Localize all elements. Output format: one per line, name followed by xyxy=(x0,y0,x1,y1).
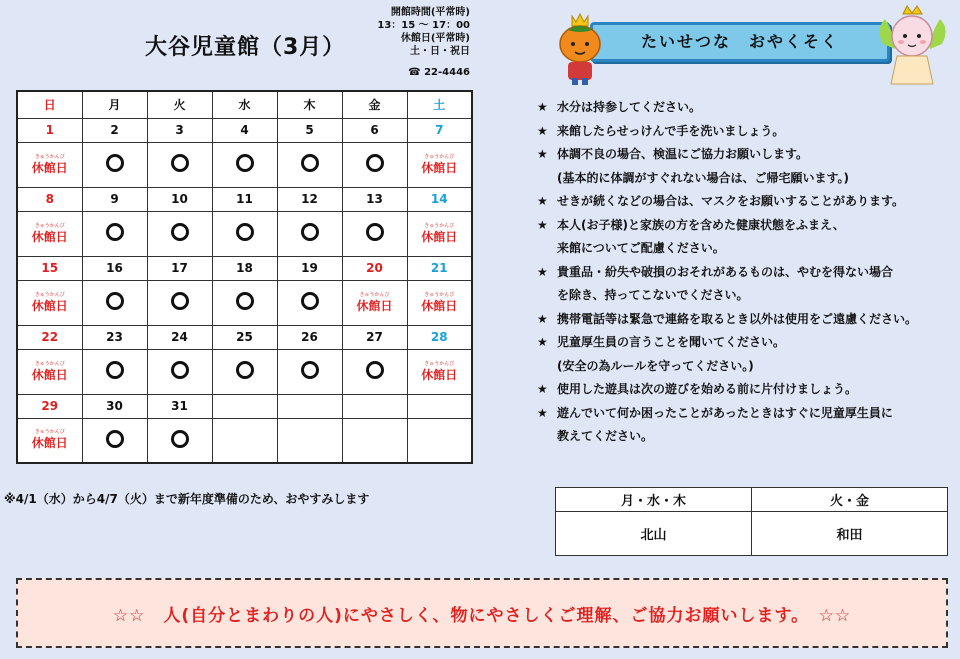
calendar-date-wed: 4 xyxy=(212,118,277,142)
calendar-status-cell xyxy=(277,211,342,256)
calendar-date-wed: 11 xyxy=(212,187,277,211)
hours-label: 開館時間(平常時) xyxy=(390,7,470,18)
calendar-status-cell xyxy=(147,142,212,187)
calendar-status-cell xyxy=(407,142,472,187)
open-circle-icon xyxy=(236,154,254,172)
rule-text: 来館についてご配慮ください。 xyxy=(557,241,725,255)
calendar-status-cell xyxy=(342,211,407,256)
calendar-date-wed xyxy=(212,394,277,418)
calendar-date-sat: 14 xyxy=(407,187,472,211)
calendar-status-cell xyxy=(212,280,277,325)
staff-name-1: 北山 xyxy=(556,512,752,556)
calendar-date-mon: 2 xyxy=(82,118,147,142)
calendar-date-sun: 29 xyxy=(17,394,82,418)
calendar-status-cell xyxy=(147,418,212,463)
rule-line xyxy=(537,167,957,191)
calendar-date-fri: 6 xyxy=(342,118,407,142)
calendar-date-sat xyxy=(407,394,472,418)
closed-day-text: 休館日 xyxy=(421,298,458,313)
calendar-status-cell xyxy=(17,349,82,394)
closed-day-label xyxy=(356,293,392,312)
closed-day-text: 休館日 xyxy=(31,367,68,382)
weekday-mon: 月 xyxy=(82,91,147,118)
rule-line xyxy=(537,96,957,120)
calendar-status-cell xyxy=(212,418,277,463)
calendar-date-sat: 7 xyxy=(407,118,472,142)
closed-day-ruby: きゅうかんび xyxy=(424,291,455,298)
star-icon: ★ xyxy=(537,100,548,114)
star-icon xyxy=(537,284,557,308)
closed-day-ruby: きゅうかんび xyxy=(359,291,390,298)
weekday-thu: 木 xyxy=(277,91,342,118)
star-icon: ★ xyxy=(537,382,548,396)
princess-mascot-icon xyxy=(875,4,950,89)
star-icon: ★ xyxy=(537,194,548,208)
calendar-status-row xyxy=(17,211,472,256)
calendar-date-mon: 9 xyxy=(82,187,147,211)
closed-day-label xyxy=(32,430,68,449)
closed-day-ruby: きゅうかんび xyxy=(424,153,455,160)
calendar-status-cell xyxy=(82,142,147,187)
rule-line xyxy=(537,261,957,285)
calendar-date-sat: 28 xyxy=(407,325,472,349)
open-circle-icon xyxy=(236,361,254,379)
calendar-date-wed: 18 xyxy=(212,256,277,280)
rule-text: 携帯電話等は緊急で連絡を取るとき以外は使用をご遠慮ください。 xyxy=(557,311,918,326)
calendar-status-cell xyxy=(407,418,472,463)
rule-line xyxy=(537,284,957,308)
weekday-header xyxy=(17,91,472,118)
rule-text: 来館したらせっけんで手を洗いましょう。 xyxy=(557,123,785,138)
calendar-status-cell xyxy=(277,280,342,325)
star-icon: ★ xyxy=(537,123,548,138)
rule-text: (安全の為ルールを守ってください。) xyxy=(557,358,754,373)
closed-day-label xyxy=(421,362,457,381)
open-circle-icon xyxy=(366,361,384,379)
rule-line xyxy=(537,402,957,426)
rule-line xyxy=(537,143,957,167)
rule-text: 児童厚生員の言うことを聞いてください。 xyxy=(557,335,786,349)
open-circle-icon xyxy=(106,223,124,241)
rules-banner-title: たいせつな おやくそく xyxy=(640,32,839,51)
calendar-date-tue: 24 xyxy=(147,325,212,349)
open-circle-icon xyxy=(106,361,124,379)
calendar-date-sun: 8 xyxy=(17,187,82,211)
weekday-wed: 水 xyxy=(212,91,277,118)
closed-day-ruby: きゅうかんび xyxy=(34,360,65,367)
closed-day-text: 休館日 xyxy=(31,229,68,244)
open-circle-icon xyxy=(236,292,254,310)
calendar-status-cell xyxy=(342,142,407,187)
star-icon: ★ xyxy=(537,335,548,349)
calendar-date-fri: 27 xyxy=(342,325,407,349)
calendar-date-thu: 12 xyxy=(277,187,342,211)
rule-line xyxy=(537,425,957,449)
calendar-date-row xyxy=(17,256,472,280)
calendar-date-row xyxy=(17,118,472,142)
rules-list xyxy=(537,96,957,449)
rule-line xyxy=(537,214,957,238)
rule-text: 本人(お子様)と家族の方を含めた健康状態をふまえ、 xyxy=(557,217,845,232)
star-icon: ★ xyxy=(537,264,548,279)
calendar-status-cell xyxy=(212,142,277,187)
rule-text: (基本的に体調がすぐれない場合は、ご帰宅願います。) xyxy=(557,170,850,185)
open-circle-icon xyxy=(171,361,189,379)
calendar-status-cell xyxy=(17,418,82,463)
closed-day-text: 休館日 xyxy=(356,298,393,313)
calendar-status-cell xyxy=(212,211,277,256)
calendar-date-row xyxy=(17,394,472,418)
rules-banner xyxy=(550,12,905,72)
phone-number: ☎ 22-4446 xyxy=(408,67,470,78)
staff-table xyxy=(555,487,948,556)
hours-value: 13：15 ～ 17：00 xyxy=(377,20,470,31)
open-circle-icon xyxy=(106,430,124,448)
weekday-fri: 金 xyxy=(342,91,407,118)
calendar-status-cell xyxy=(17,142,82,187)
closed-day-label xyxy=(32,224,68,243)
calendar-date-wed: 25 xyxy=(212,325,277,349)
calendar-date-mon: 16 xyxy=(82,256,147,280)
calendar-date-thu: 19 xyxy=(277,256,342,280)
closed-day-label xyxy=(421,293,457,312)
rules-banner-bar xyxy=(590,22,890,62)
calendar-status-cell xyxy=(407,349,472,394)
calendar-date-tue: 31 xyxy=(147,394,212,418)
rule-text: 水分は持参してください。 xyxy=(557,100,702,114)
calendar-status-cell xyxy=(82,418,147,463)
rule-text: 教えてください。 xyxy=(557,429,654,443)
calendar-date-fri xyxy=(342,394,407,418)
closed-days: 土・日・祝日 xyxy=(410,46,470,57)
calendar-date-row xyxy=(17,187,472,211)
rule-line xyxy=(537,120,957,144)
closed-label: 休館日(平常時) xyxy=(400,33,470,44)
closed-day-label xyxy=(421,224,457,243)
calendar-status-cell xyxy=(277,418,342,463)
calendar-status-row xyxy=(17,349,472,394)
rule-text: 貴重品・紛失や破損のおそれがあるものは、やむを得ない場合 xyxy=(557,264,894,279)
open-circle-icon xyxy=(171,223,189,241)
persimmon-mascot-icon xyxy=(550,12,610,87)
calendar-date-sun: 22 xyxy=(17,325,82,349)
calendar-status-cell xyxy=(147,349,212,394)
closed-day-ruby: きゅうかんび xyxy=(34,429,65,436)
rule-text: 使用した遊具は次の遊びを始める前に片付けましょう。 xyxy=(557,382,858,396)
closed-day-text: 休館日 xyxy=(421,160,458,175)
open-circle-icon xyxy=(236,223,254,241)
staff-days-1: 月・水・木 xyxy=(556,488,752,512)
calendar xyxy=(16,90,473,464)
staff-name-2: 和田 xyxy=(752,512,948,556)
page-title: 大谷児童館（3月） xyxy=(145,35,346,60)
calendar-date-row xyxy=(17,325,472,349)
open-circle-icon xyxy=(366,223,384,241)
open-circle-icon xyxy=(366,154,384,172)
calendar-status-cell xyxy=(17,280,82,325)
closure-note: ※4/1（水）から4/7（火）まで新年度準備のため、おやすみします xyxy=(4,492,370,506)
calendar-status-cell xyxy=(147,280,212,325)
rule-text: を除き、持ってこないでください。 xyxy=(557,288,749,302)
calendar-date-thu: 26 xyxy=(277,325,342,349)
closed-day-ruby: きゅうかんび xyxy=(424,360,455,367)
closed-day-text: 休館日 xyxy=(421,367,458,382)
calendar-date-mon: 23 xyxy=(82,325,147,349)
open-circle-icon xyxy=(106,154,124,172)
open-circle-icon xyxy=(171,292,189,310)
closed-day-ruby: きゅうかんび xyxy=(34,153,65,160)
calendar-date-sun: 1 xyxy=(17,118,82,142)
rule-line xyxy=(537,308,957,332)
closed-day-text: 休館日 xyxy=(31,298,68,313)
calendar-status-cell xyxy=(277,349,342,394)
calendar-status-cell xyxy=(82,280,147,325)
footer-message: ☆☆ 人(自分とまわりの人)にやさしく、物にやさしくご理解、ご協力お願いします。 ☆☆ xyxy=(112,605,852,626)
calendar-status-row xyxy=(17,280,472,325)
open-circle-icon xyxy=(301,154,319,172)
calendar-status-cell xyxy=(147,211,212,256)
rule-line xyxy=(537,378,957,402)
rule-line xyxy=(537,355,957,379)
calendar-date-sat: 21 xyxy=(407,256,472,280)
star-icon: ★ xyxy=(537,217,548,232)
rule-text: せきが続くなどの場合は、マスクをお願いすることがあります。 xyxy=(557,194,905,208)
calendar-date-sun: 15 xyxy=(17,256,82,280)
closed-day-label xyxy=(32,155,68,174)
star-icon: ★ xyxy=(537,147,548,161)
closed-day-text: 休館日 xyxy=(31,436,68,451)
closed-day-ruby: きゅうかんび xyxy=(424,222,455,229)
calendar-date-mon: 30 xyxy=(82,394,147,418)
star-icon xyxy=(537,237,557,261)
open-circle-icon xyxy=(106,292,124,310)
calendar-status-cell xyxy=(82,349,147,394)
calendar-status-cell xyxy=(17,211,82,256)
calendar-date-fri: 13 xyxy=(342,187,407,211)
star-icon: ★ xyxy=(537,311,548,326)
rule-text: 遊んでいて何か困ったことがあったときはすぐに児童厚生員に xyxy=(557,405,893,420)
star-icon xyxy=(537,167,557,191)
calendar-status-cell xyxy=(407,280,472,325)
calendar-status-cell xyxy=(277,142,342,187)
staff-names-row xyxy=(556,512,948,556)
calendar-status-cell xyxy=(407,211,472,256)
calendar-status-cell xyxy=(212,349,277,394)
calendar-status-cell xyxy=(342,418,407,463)
star-icon: ★ xyxy=(537,405,548,420)
open-circle-icon xyxy=(301,223,319,241)
calendar-status-cell xyxy=(342,349,407,394)
closed-day-label xyxy=(421,155,457,174)
closed-day-text: 休館日 xyxy=(421,229,458,244)
open-circle-icon xyxy=(171,430,189,448)
calendar-date-fri: 20 xyxy=(342,256,407,280)
open-circle-icon xyxy=(301,361,319,379)
hours-info xyxy=(360,6,470,79)
rule-line xyxy=(537,331,957,355)
closed-day-ruby: きゅうかんび xyxy=(34,291,65,298)
calendar-date-thu xyxy=(277,394,342,418)
staff-days-row xyxy=(556,488,948,512)
weekday-sat: 土 xyxy=(407,91,472,118)
calendar-date-thu: 5 xyxy=(277,118,342,142)
calendar-date-tue: 17 xyxy=(147,256,212,280)
closed-day-ruby: きゅうかんび xyxy=(34,222,65,229)
weekday-sun: 日 xyxy=(17,91,82,118)
rule-line xyxy=(537,190,957,214)
calendar-status-row xyxy=(17,142,472,187)
calendar-date-tue: 10 xyxy=(147,187,212,211)
open-circle-icon xyxy=(171,154,189,172)
star-icon xyxy=(537,355,557,379)
open-circle-icon xyxy=(301,292,319,310)
rule-line xyxy=(537,237,957,261)
closed-day-label xyxy=(32,362,68,381)
calendar-status-cell xyxy=(342,280,407,325)
calendar-status-cell xyxy=(82,211,147,256)
weekday-tue: 火 xyxy=(147,91,212,118)
staff-days-2: 火・金 xyxy=(752,488,948,512)
star-icon xyxy=(537,425,557,449)
calendar-status-row xyxy=(17,418,472,463)
footer-banner xyxy=(16,578,948,648)
closed-day-label xyxy=(32,293,68,312)
closed-day-text: 休館日 xyxy=(31,160,68,175)
calendar-date-tue: 3 xyxy=(147,118,212,142)
rule-text: 体調不良の場合、検温にご協力お願いします。 xyxy=(557,147,809,161)
